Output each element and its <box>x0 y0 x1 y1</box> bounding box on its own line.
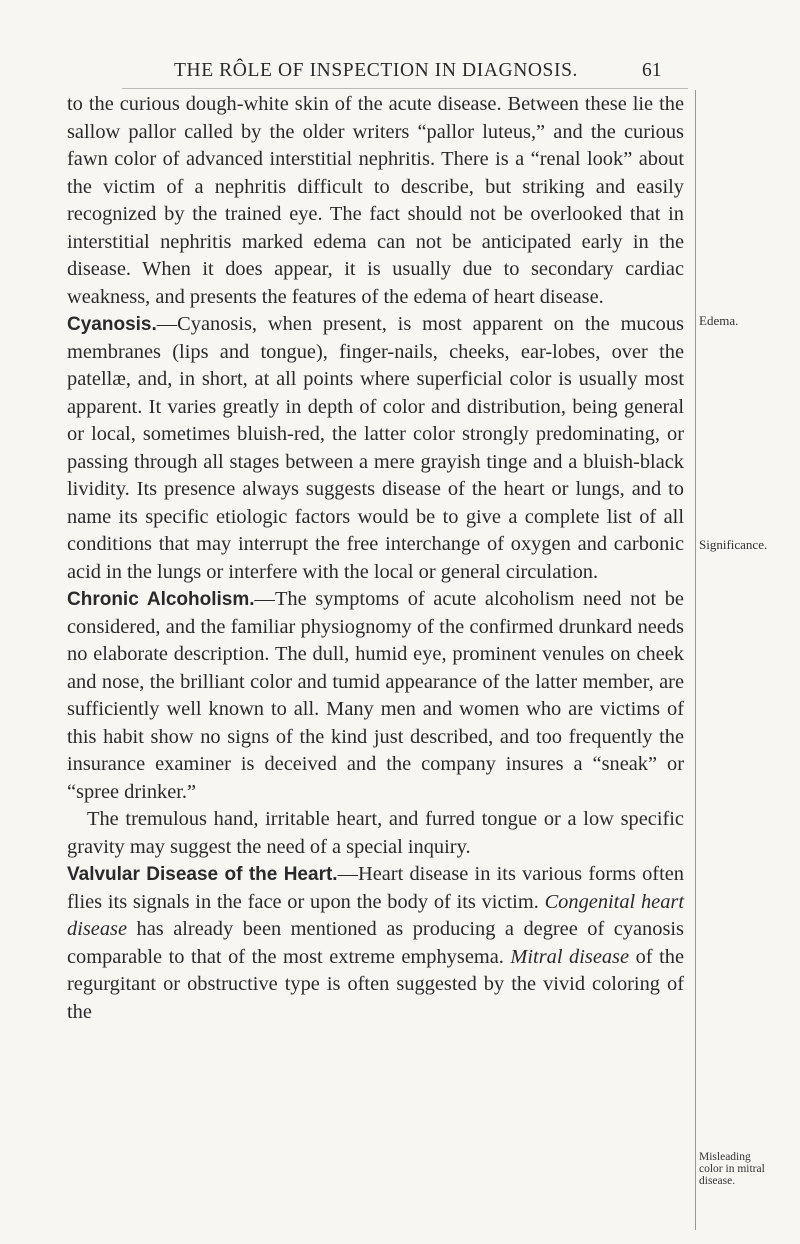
heading-chronic-alcoholism: Chronic Alcoholism. <box>67 589 255 610</box>
cyanosis-text: —Cyanosis, when present, is most apparent on the mucous membranes (lips and tongue), finger-nails, cheeks, ear-lobes, over the patellæ, and, in short, at all points where superficial color is usually most apparent. It varies greatly in depth of color and distribution, being general or local, sometimes bluish-red, the latter color strongly predominating, or passing through all stages between a mere grayish tinge and a bluish-black lividity. Its presence always suggests disease of the heart or lungs, and to name its specific etiologic factors would be to give a complete list of all conditions that may interrupt the free interchange of oxygen and carbonic acid in the lungs or interfere with the local or general circulation. <box>67 313 684 583</box>
paragraph-nephritis: to the curious dough-white skin of the acute disease. Between these lie the sallow pallor called by the older writers “pallor luteus,” and the curious fawn color of advanced interstitial nephritis. There is a “renal look” about the victim of a nephritis difficult to describe, but striking and easily recognized by the trained eye. The fact should not be overlooked that in interstitial nephritis marked edema can not be anticipated early in the disease. When it does appear, it is usually due to secondary cardiac weakness, and presents the features of the edema of heart disease. <box>67 93 684 308</box>
valvular-text-2: has already been mentioned as producing a degree of cyanosis comparable to that of the most extreme emphysema. <box>67 918 684 968</box>
margin-note-misleading-line-1: Misleading <box>699 1151 751 1163</box>
running-head <box>0 60 800 86</box>
congenital-heart-disease-term: Congenital heart disease <box>67 890 685 940</box>
margin-note-edema: Edema. <box>699 313 739 328</box>
paragraph-tremulous-hand: The tremulous hand, irritable heart, and furred tongue or a low specific gravity may suggest the need of a special inquiry. <box>67 808 684 858</box>
margin-note-significance: Significance. <box>699 537 768 552</box>
heading-cyanosis: Cyanosis. <box>67 314 157 335</box>
paragraph-valvular <box>67 861 684 1026</box>
heading-valvular-disease: Valvular Disease of the Heart. <box>67 864 338 885</box>
mitral-disease-term: Mitral disease <box>510 945 630 968</box>
margin-note-misleading-line-3: disease. <box>699 1175 736 1187</box>
main-text <box>67 91 684 1026</box>
paragraph-cyanosis <box>67 311 684 586</box>
header-rule <box>122 88 688 89</box>
alcoholism-text: —The symptoms of acute alcoholism need not be considered, and the familiar physiognomy of the confirmed drunkard needs no elaborate description. The dull, humid eye, prominent venules on cheek and nose, the brilliant color and tumid appearance of the latter member, are sufficiently well known to all. Many men and women who are victims of this habit show no signs of the kind just described, and too frequently the insurance examiner is deceived and the company insures a “sneak” or “spree drinker.” <box>67 588 684 803</box>
margin-note-misleading <box>699 1151 765 1187</box>
margin-rule <box>695 90 696 1230</box>
running-title: THE RÔLE OF INSPECTION IN DIAGNOSIS. <box>174 60 579 81</box>
paragraph-alcoholism <box>67 586 684 806</box>
valvular-text-1: —Heart disease in its various forms often flies its signals in the face or upon the body of its victim. <box>67 863 685 913</box>
page-number: 61 <box>642 60 662 81</box>
margin-note-misleading-line-2: color in mitral <box>699 1163 765 1175</box>
valvular-text-3: of the regurgitant or obstructive type is often suggested by the vivid coloring of the <box>67 945 684 1023</box>
